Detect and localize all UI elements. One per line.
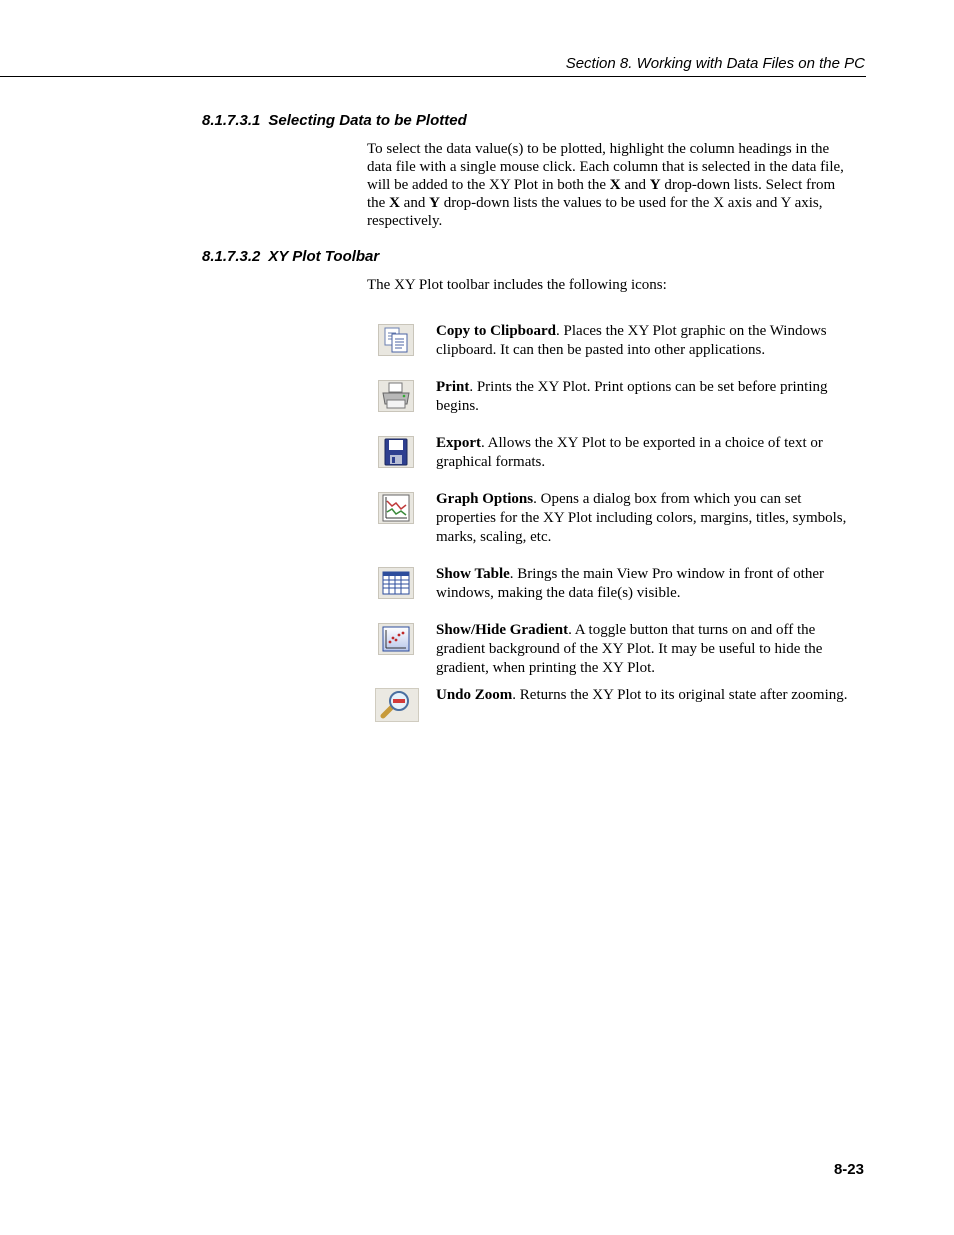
bold-x: X: [389, 195, 400, 211]
paragraph-text: To select the data value(s) to be plotted, highlight the column headings in the data file with a single mouse click. Each column that is selected in the data file, will be added to the XY Plot in both the: [367, 141, 844, 193]
graph-options-icon: [378, 492, 414, 524]
bold-x: X: [609, 177, 621, 193]
toolbar-item-description: [436, 565, 856, 603]
toolbar-item-desc: . Returns the XY Plot to its original state after zooming.: [512, 687, 848, 703]
copy-clipboard-icon: [378, 324, 414, 356]
toolbar-item-description: [436, 434, 856, 472]
floppy-disk-icon: [378, 436, 414, 468]
paragraph-text: drop-down lists. Select from the: [367, 177, 836, 211]
section-number: 8.1.7.3.2: [202, 248, 261, 265]
selecting-data-paragraph: [367, 140, 857, 230]
bold-y: Y: [429, 195, 440, 211]
toolbar-item-description: [436, 322, 856, 360]
table-icon: [378, 567, 414, 599]
bold-y: Y: [649, 177, 661, 193]
printer-icon: [378, 380, 414, 412]
toolbar-item-desc: . Allows the XY Plot to be exported in a choice of text or graphical formats.: [436, 435, 823, 470]
header-title: Section 8. Working with Data Files on the PC: [565, 55, 865, 72]
toolbar-item-description: [436, 621, 856, 678]
toolbar-item-name: Copy to Clipboard: [436, 323, 557, 339]
toolbar-item-name: Graph Options: [436, 491, 534, 507]
toolbar-item-name: Undo Zoom: [436, 687, 513, 703]
paragraph-text: and: [620, 177, 650, 193]
header-rule: [0, 76, 866, 77]
toolbar-item-name: Show/Hide Gradient: [436, 622, 569, 638]
toolbar-item-desc: . Prints the XY Plot. Print options can be set before printing begins.: [436, 379, 828, 414]
toolbar-item-name: Export: [436, 435, 481, 451]
toolbar-item-description: [436, 490, 856, 547]
toolbar-item-desc: . A toggle button that turns on and off the gradient background of the XY Plot. It may be useful to hide the gradient, when printing the XY Plot.: [436, 622, 823, 676]
section-heading-xy-plot-toolbar: [202, 248, 379, 265]
toolbar-item-name: Show Table: [436, 566, 510, 582]
gradient-plot-icon: [378, 623, 414, 655]
toolbar-item-name: Print: [436, 379, 470, 395]
section-title: XY Plot Toolbar: [268, 248, 380, 265]
toolbar-item-description: [436, 378, 856, 416]
section-title: Selecting Data to be Plotted: [268, 112, 467, 129]
section-number: 8.1.7.3.1: [202, 112, 261, 129]
toolbar-item-desc: . Opens a dialog box from which you can set properties for the XY Plot including colors, margins, titles, symbols, marks, scaling, etc.: [436, 491, 847, 545]
toolbar-item-description: [436, 686, 856, 705]
page-number: 8-23: [833, 1161, 864, 1178]
section-heading-selecting-data: [202, 112, 467, 129]
toolbar-item-desc: . Brings the main View Pro window in front of other windows, making the data file(s) visible.: [436, 566, 824, 601]
paragraph-text: and: [399, 195, 430, 211]
toolbar-item-desc: . Places the XY Plot graphic on the Windows clipboard. It can then be pasted into other applications.: [436, 323, 827, 358]
paragraph-text: drop-down lists the values to be used for the X axis and Y axis, respectively.: [367, 195, 823, 229]
toolbar-intro: The XY Plot toolbar includes the following icons:: [367, 277, 667, 293]
zoom-out-magnifier-icon: [375, 688, 419, 722]
